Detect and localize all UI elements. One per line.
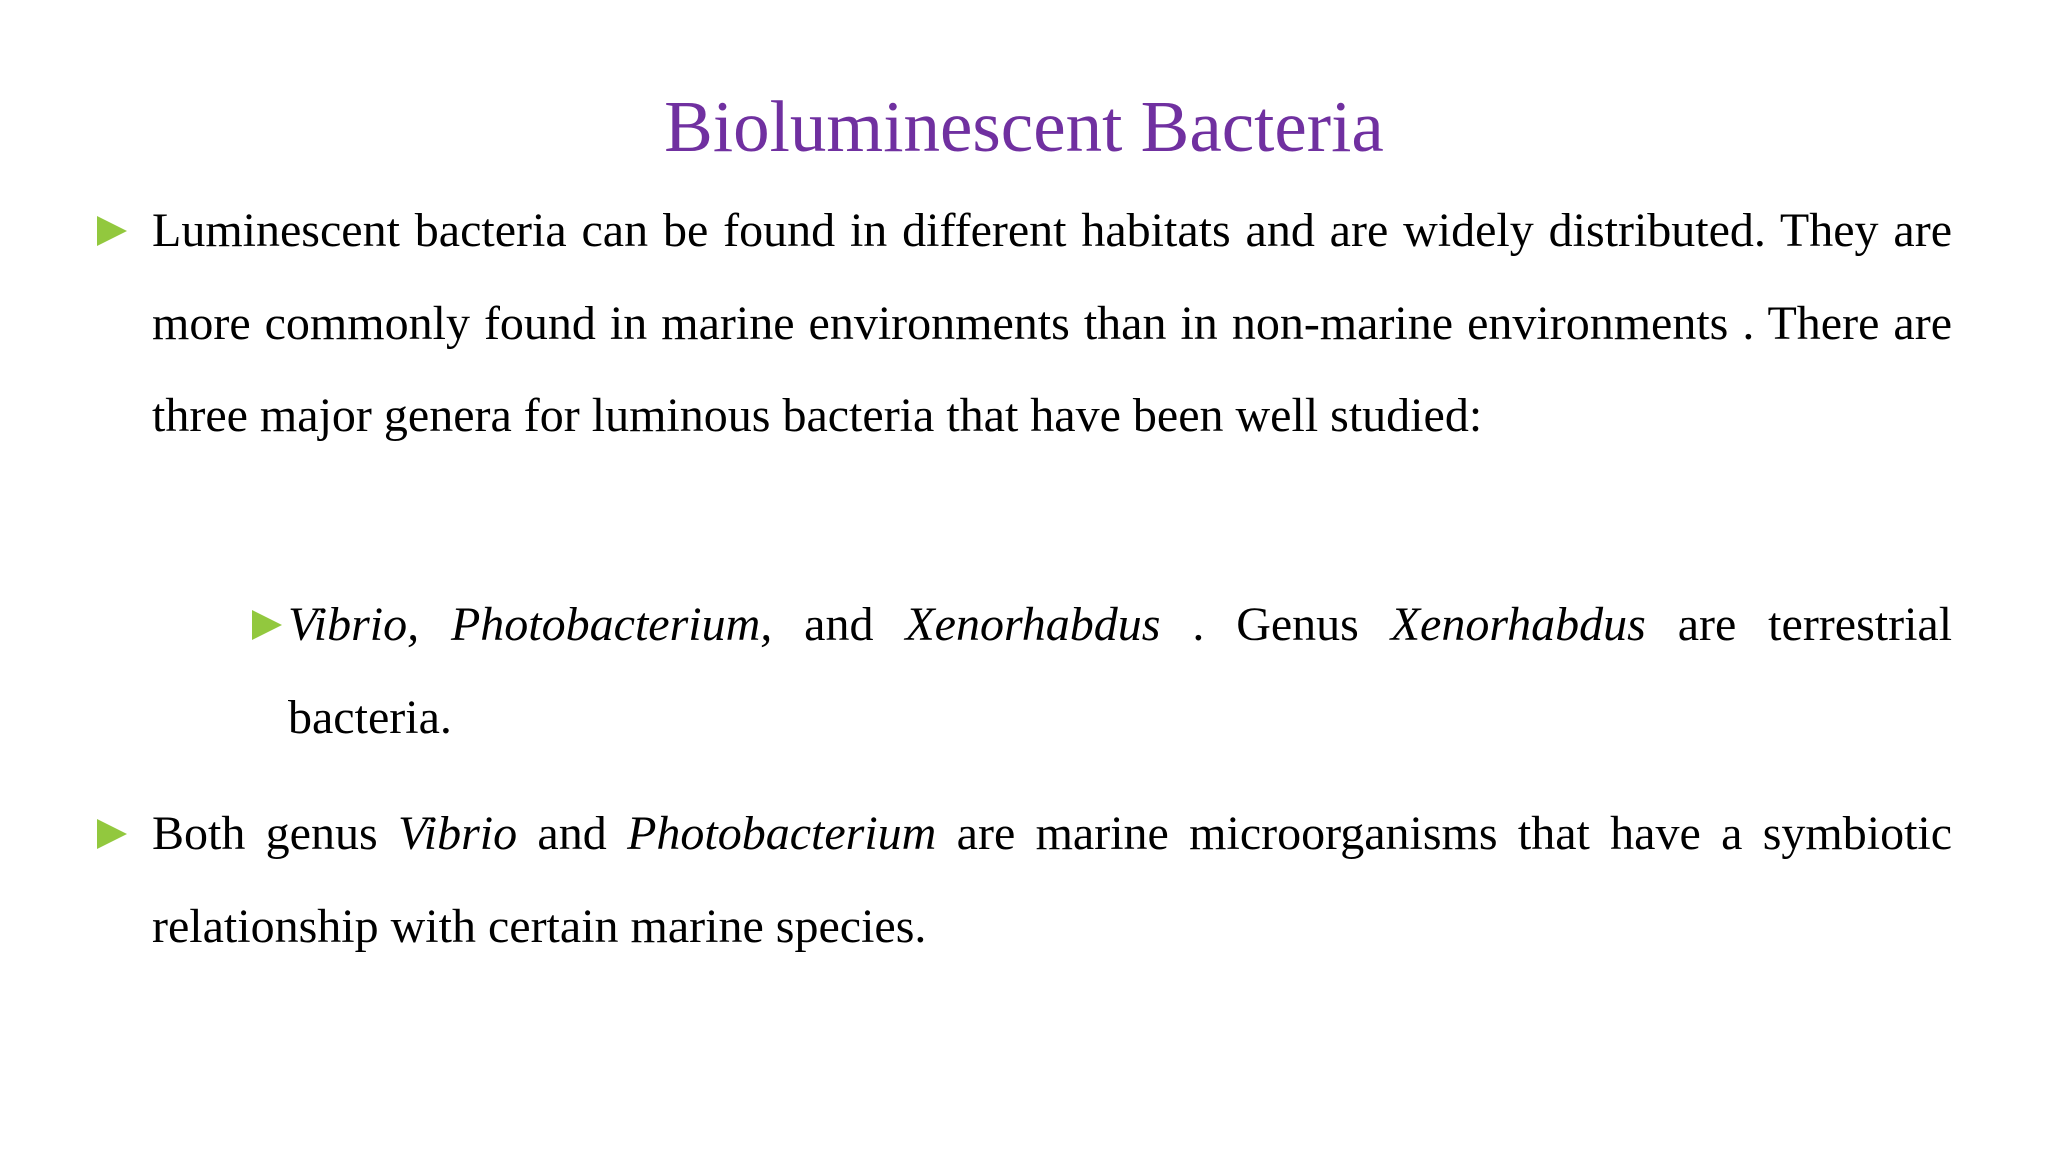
genus-vibrio: Vibrio,: [288, 598, 420, 651]
conjunction-and: and: [804, 598, 874, 651]
bullet-arrow-icon: [97, 819, 127, 849]
conjunction-and: and: [537, 807, 607, 860]
text-genus: . Genus: [1192, 598, 1359, 651]
bullet-arrow-icon: [97, 216, 127, 246]
text-both-genus: Both genus: [152, 807, 378, 860]
genus-photobacterium: Photobacterium,: [450, 598, 773, 651]
genus-vibrio: Vibrio: [397, 807, 518, 860]
text-marine-microorganisms: are marine microorganisms that have a symbiotic relationship with certain marine species.: [152, 807, 1953, 953]
genus-xenorhabdus-2: Xenorhabdus: [1390, 598, 1646, 651]
genus-photobacterium: Photobacterium: [627, 807, 937, 860]
genus-xenorhabdus: Xenorhabdus: [905, 598, 1161, 651]
sub-bullet-text-1: [288, 579, 1952, 764]
bullet-text-2: [152, 788, 1952, 973]
text-terrestrial: are terrestrial bacteria.: [288, 598, 1953, 744]
slide-title: Bioluminescent Bacteria: [664, 86, 1384, 167]
bullet-text-1: Luminescent bacteria can be found in different habitats and are widely distributed. They are more commonly found in marine environments than in non-marine environments . There are three major genera for luminous bacteria that have been well studied:: [152, 204, 1952, 442]
sub-bullet-arrow-icon: [252, 610, 282, 640]
